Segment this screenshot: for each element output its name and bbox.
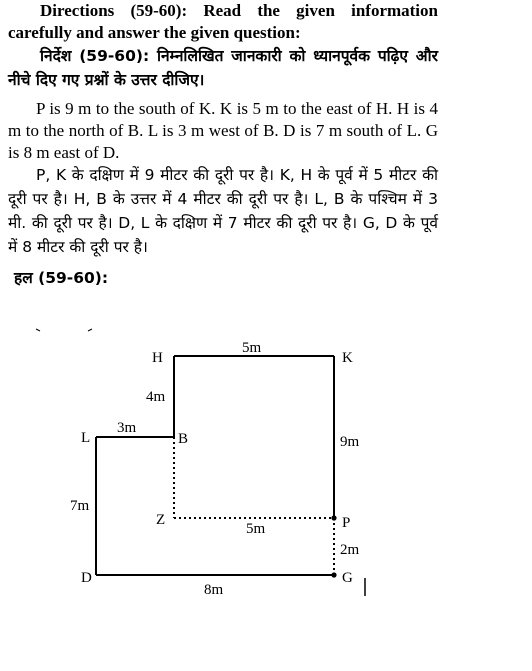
directions-hindi: निर्देश (59-60): निम्नलिखित जानकारी को ध्यानपूर्वक पढ़िए और नीचे दिए गए प्रश्नों के उत्तर दीजिए।	[8, 47, 438, 89]
label-b: B	[178, 431, 189, 447]
distance-hb: 4m	[146, 389, 166, 405]
direction-diagram	[0, 315, 532, 671]
label-l: L	[81, 430, 91, 446]
scan-mark	[88, 329, 92, 331]
distance-kp: 9m	[340, 434, 360, 450]
information-english: P is 9 m to the south of K. K is 5 m to the east of H. H is 4 m to the north of B. L is 3 m west of B. D is 7 m south of L. G is 8 m east of D.	[8, 99, 438, 162]
directions-english: Directions (59-60): Read the given information carefully and answer the given question:	[8, 1, 438, 42]
scan-mark	[36, 329, 40, 331]
solution-label: हल (59-60):	[14, 269, 109, 287]
label-g: G	[342, 570, 353, 586]
label-z: Z	[156, 512, 166, 528]
information-hindi: P, K के दक्षिण में 9 मीटर की दूरी पर है। K, H के पूर्व में 5 मीटर की दूरी पर है। H, B के उत्तर में 4 मीटर की दूरी पर है। L, B के पश्चिम में 3 मी. की दूरी पर है। D, L के दक्षिण में 7 मीटर की दूरी पर है। G, D के पूर्व में 8 मीटर की दूरी पर है।	[8, 166, 438, 256]
label-d: D	[81, 570, 92, 586]
label-p: P	[342, 515, 351, 531]
point-g-dot	[331, 572, 336, 577]
distance-pg: 2m	[340, 542, 360, 558]
distance-hk: 5m	[242, 340, 262, 356]
label-h: H	[152, 350, 163, 366]
distance-dg: 8m	[204, 582, 224, 598]
point-p-dot	[331, 515, 336, 520]
distance-ld: 7m	[70, 498, 90, 514]
distance-zp: 5m	[246, 521, 266, 537]
label-k: K	[342, 350, 353, 366]
distance-lb: 3m	[117, 420, 137, 436]
